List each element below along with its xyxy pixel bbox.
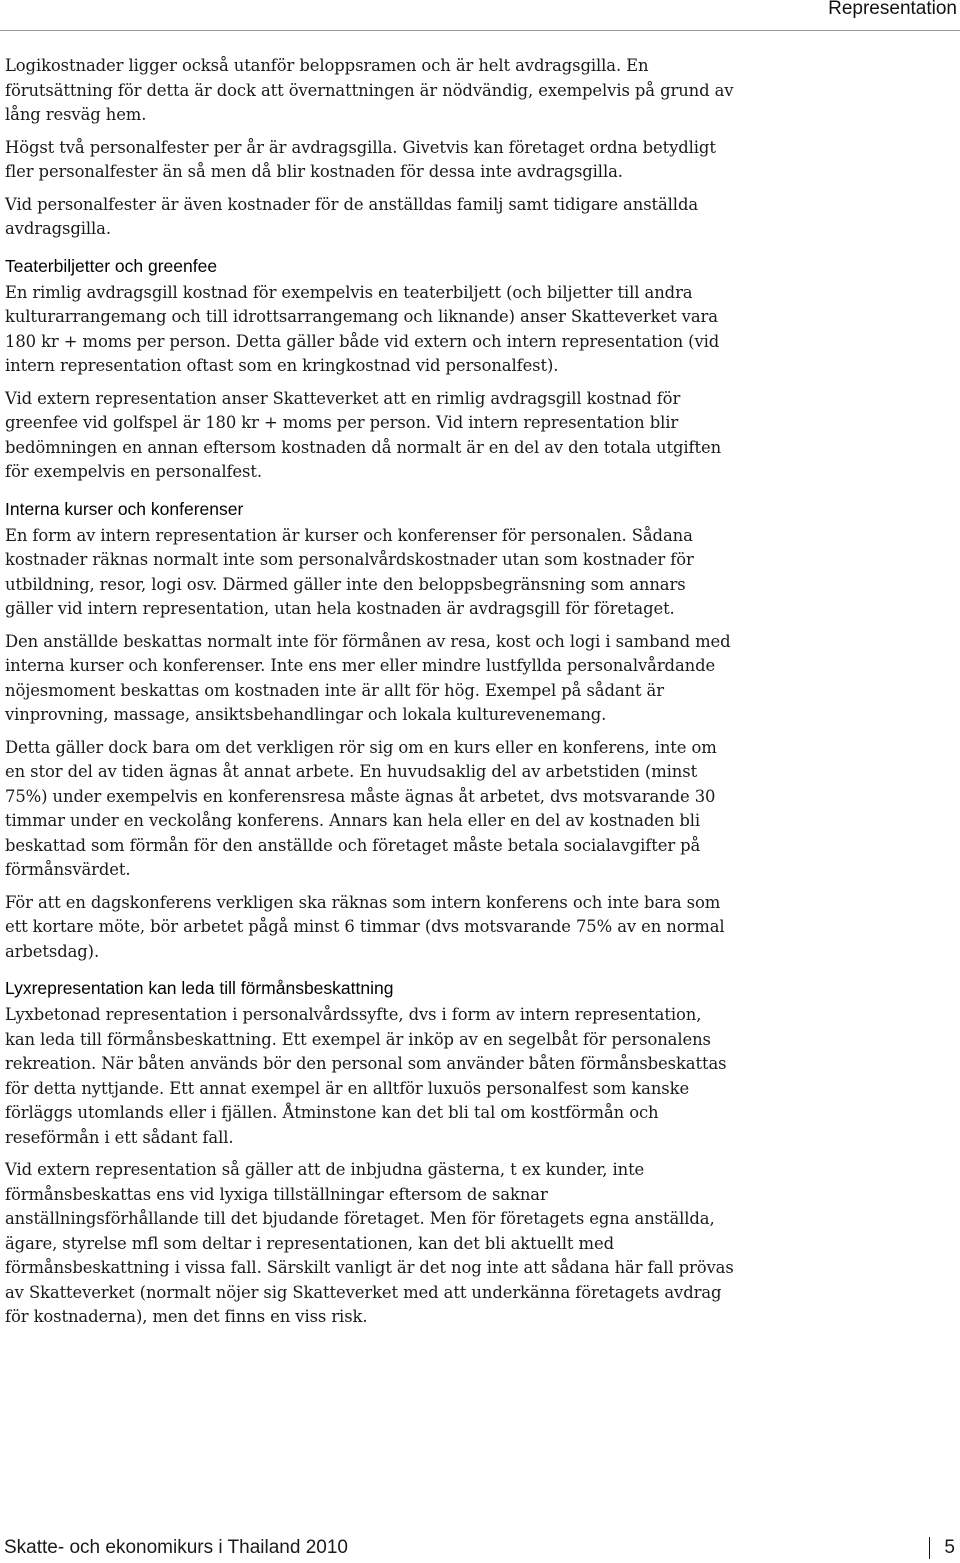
- paragraph: Detta gäller dock bara om det verkligen rör sig om en kurs eller en konferens, inte om en stor del av tiden ägnas åt annat arbete. En huvudsaklig del av arbetstiden (minst 75%) under exempelvis en konferensresa måste ägnas åt arbetet, dvs motsvarande 30 timmar under en veckolång konferens. Annars kan hela eller en del av kostnaden bli beskattad som förmån för den anställde och företaget måste betala socialavgifter på förmånsvärdet.: [5, 737, 717, 879]
- page-number: 5: [944, 1537, 955, 1558]
- running-header: Representation: [828, 0, 957, 19]
- page-body: [5, 54, 735, 1338]
- section-heading: Teaterbiljetter och greenfee: [5, 255, 218, 276]
- footer-divider: [929, 1537, 930, 1559]
- section-heading: Interna kurser och konferenser: [5, 498, 244, 519]
- paragraph: Vid personalfester är även kostnader för de anställdas familj samt tidigare anställda avdragsgilla.: [5, 194, 699, 238]
- section-teaterbiljetter: [5, 255, 735, 485]
- paragraph: Den anställde beskattas normalt inte för förmånen av resa, kost och logi i samband med interna kurser och konferenser. Inte ens mer eller mindre lustfyllda personalvårdande nöjesmoment beskattas om kostnaden inte är allt för hög. Exempel på sådant är vinprovning, massage, ansiktsbehandlingar och lokala kulturevenemang.: [5, 631, 731, 724]
- section-heading: Lyxrepresentation kan leda till förmånsbeskattning: [5, 978, 394, 998]
- paragraph: Lyxbetonad representation i personalvårdssyfte, dvs i form av intern representation, kan leda till förmånsbeskattning. Ett exempel är inköp av en segelbåt för personalens rekreation. När båten används bör den personal som använder båten förmånsbeskattas för detta nyttjande. Ett annat exempel är en alltför luxuös personalfest som kanske förläggs utomlands eller i fjällen. Åtminstone kan det bli tal om kostförmån och reseförmån i ett sådant fall.: [5, 1005, 727, 1147]
- paragraph: En rimlig avdragsgill kostnad för exempelvis en teaterbiljett (och biljetter till andra kulturarrangemang och till idrottsarrangemang och liknande) anser Skatteverket vara 180 kr + moms per person. Detta gäller både vid extern och intern representation (vid intern representation oftast som en kringkostnad vid personalfest).: [5, 282, 720, 375]
- paragraph: Högst två personalfester per år är avdragsgilla. Givetvis kan företaget ordna betydligt fler personalfester än så men då blir kostnaden för dessa inte avdragsgilla.: [5, 137, 716, 181]
- paragraph: Logikostnader ligger också utanför beloppsramen och är helt avdragsgilla. En förutsättning för detta är dock att övernattningen är nödvändig, exempelvis på grund av lång resväg hem.: [5, 56, 734, 124]
- page-number-group: [929, 1537, 955, 1559]
- paragraph: En form av intern representation är kurser och konferenser för personalen. Sådana kostnader räknas normalt inte som personalvårdskostnader utan som kostnader för utbildning, resor, logi osv. Därmed gäller inte den beloppsbegränsning som annars gäller vid intern representation, utan hela kostnaden är avdragsgill för företaget.: [5, 525, 694, 618]
- paragraph: Vid extern representation anser Skatteverket att en rimlig avdragsgill kostnad för greenfee vid golfspel är 180 kr + moms per person. Vid intern representation blir bedömningen en annan eftersom kostnaden då normalt är en del av den totala utgiften för exempelvis en personalfest.: [5, 388, 722, 481]
- page-footer: [4, 1537, 955, 1559]
- paragraph: För att en dagskonferens verkligen ska räknas som intern konferens och inte bara som ett kortare möte, bör arbetet pågå minst 6 timmar (dvs motsvarande 75% av en normal arbetsdag).: [5, 892, 725, 961]
- intro-section: [5, 54, 735, 242]
- header-rule: [0, 30, 960, 31]
- publication-title: Skatte- och ekonomikurs i Thailand 2010: [4, 1537, 348, 1558]
- paragraph: Vid extern representation så gäller att de inbjudna gästerna, t ex kunder, inte förmånsbeskattas ens vid lyxiga tillställningar eftersom de saknar anställningsförhållande till det bjudande företaget. Men för företagets egna anställda, ägare, styrelse mfl som deltar i representationen, kan det bli aktuellt med förmånsbeskattning i vissa fall. Särskilt vanligt är det nog inte att sådana här fall prövas av Skatteverket (normalt nöjer sig Skatteverket med att underkänna företagets avdrag för kostnaderna), men det finns en viss risk.: [5, 1160, 734, 1326]
- section-lyxrepresentation: [5, 977, 735, 1330]
- section-interna-kurser: [5, 498, 735, 965]
